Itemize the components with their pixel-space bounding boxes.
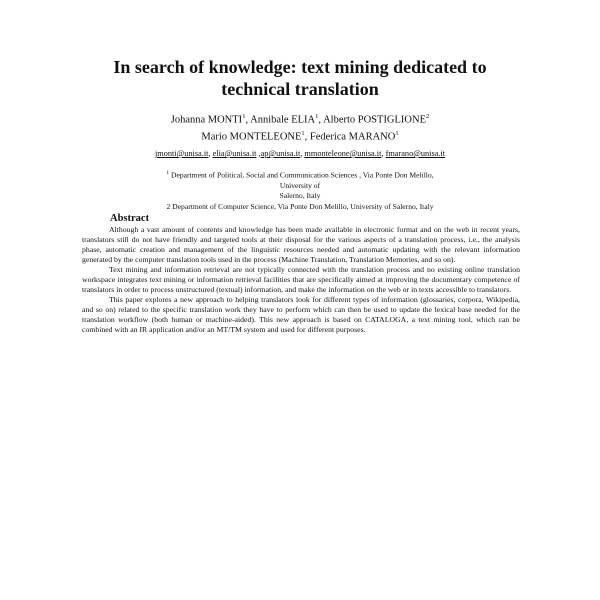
- title-line-2: technical translation: [221, 79, 379, 99]
- author-email-link[interactable]: fmarano@unisa.it: [385, 149, 446, 158]
- email-separator: ,: [381, 149, 386, 158]
- author-affiliation-mark: 2: [426, 113, 430, 120]
- author-email-link[interactable]: elia@unisa.it: [212, 149, 257, 158]
- author-line-1: [60, 110, 540, 127]
- email-list: [60, 148, 540, 159]
- author-list: [60, 110, 540, 143]
- affiliation-mark: 1: [166, 170, 170, 176]
- abstract-paragraph: This paper explores a new approach to helping translators look for different types of information (glossaries, corpora, Wikipedia, and so on) related to the specific translation work they have to perform which can then be used to update the lexical base needed for the translation workflow (both human or machine-aided). This new approach is based on CATALOGA, a text mining tool, which can be combined with an IR application and/or an MT/TM system and used for different purposes.: [82, 295, 520, 335]
- author-affiliation-mark: 1: [315, 113, 319, 120]
- author-name: Johanna MONTI: [170, 114, 243, 126]
- author-name: Alberto POSTIGLIONE: [323, 114, 427, 126]
- author-affiliation-mark: 1: [395, 129, 399, 137]
- email-separator: ,: [208, 149, 213, 158]
- author-email-link[interactable]: mmonteleone@unisa.it: [304, 149, 382, 158]
- author-separator: ,: [318, 114, 324, 126]
- email-separator: ,: [256, 149, 261, 158]
- affiliation-1-continued: Salerno, Italy: [279, 191, 321, 201]
- author-affiliation-mark: 1: [242, 113, 246, 120]
- abstract-heading: Abstract: [110, 213, 150, 224]
- title-line-1: In search of knowledge: text mining dedicated to: [113, 57, 487, 77]
- author-name: Annibale ELIA: [250, 114, 316, 126]
- abstract-paragraph: Although a vast amount of contents and knowledge has been made available in electronic format and on the web in recent years, translators still do not have friendly and targeted tools at their disposal for the various aspects of a translation process, i.e., the analysis phase, automatic creation and management of the linguistic resources needed and automatic updating with the relevant information generated by the computer translation tools used in the process (Machine Translation, Translation Memories, and so on).: [82, 225, 520, 265]
- affiliation-1: [150, 168, 450, 191]
- author-name: Federica MARANO: [309, 131, 396, 142]
- email-separator: ,: [300, 149, 305, 158]
- author-affiliation-mark: 1: [301, 129, 305, 137]
- affiliations: [150, 168, 450, 212]
- abstract-body: [82, 225, 520, 336]
- author-separator: ,: [245, 114, 251, 126]
- paper-title: [60, 56, 540, 100]
- author-name: Mario MONTELEONE: [201, 131, 302, 142]
- affiliation-2: 2 Department of Computer Science, Via Ponte Don Melillo, University of Salerno, Italy: [166, 201, 434, 211]
- author-line-2: [60, 127, 540, 144]
- abstract-paragraph: Text mining and information retrieval are not typically connected with the translation process and no existing online translation workspace integrates text mining or information retrieval facilities that are specifically aimed at improving the documentary competence of translators in order to process unstructured (textual) information, and make the information on the web or in texts accessible to translators.: [82, 265, 520, 295]
- author-separator: ,: [304, 131, 310, 142]
- author-email-link[interactable]: ap@unisa.it: [260, 149, 301, 158]
- author-email-link[interactable]: jmonti@unisa.it: [154, 149, 209, 158]
- affiliation-1-text: Department of Political, Social and Communication Sciences , Via Ponte Don Melillo, University of: [169, 170, 434, 190]
